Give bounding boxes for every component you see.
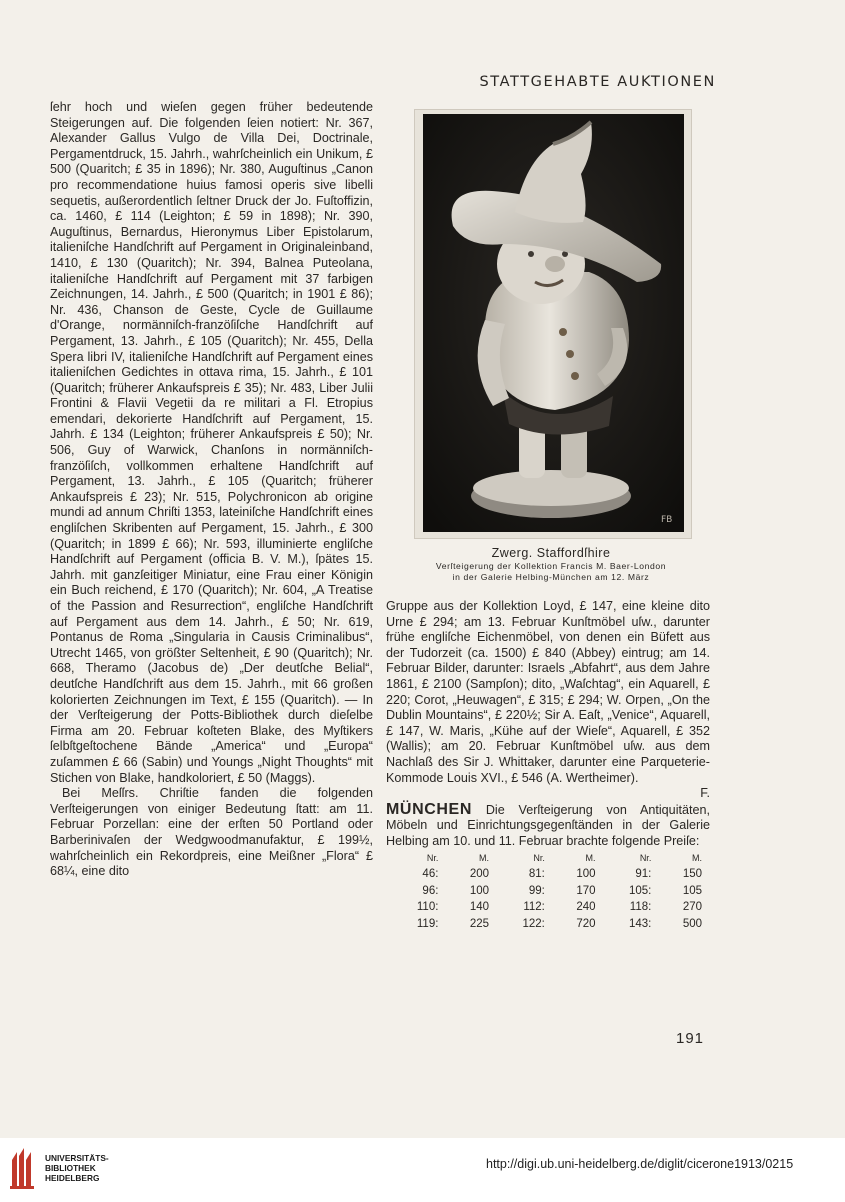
table-row — [390, 883, 708, 900]
logo-line: HEIDELBERG — [45, 1173, 100, 1183]
right-paragraph-1: Gruppe aus der Kollektion Loyd, £ 147, eine kleine dito Urne £ 294; am 13. Februar Kunſtmöbel uſw., darunter frühe engliſche Eichenmöbel, von denen ein Büfett aus der Tudorzeit (ca. 1500) £ 840 (Abbey) eintrug; am 14. Februar Bilder, darunter: Israels „Abfahrt“, aus dem Jahre 1861, £ 2100 (Sampſon); dito, „Waſchtag“, ein Aquarell, £ 220; Corot, „Heuwagen“, £ 315; £ 294; W. Orpen, „On the Dublin Mountains“, £ 220½; Sir A. Eaſt, „Venice“, Aquarell, £ 147, W. Maris, „Kühe auf der Wieſe“, Aquarell, £ 352 (Wallis); am 20. Februar Kunſtmöbel uſw. aus dem Nachlaß des Sir J. Whittaker, darunter eine Parqueterie-Kommode Louis XVI., £ 546 (A. Wertheimer). — [386, 599, 710, 785]
figure-photo-frame — [414, 109, 692, 539]
cell: 500 — [682, 917, 702, 930]
col-header: M. — [585, 852, 596, 863]
left-paragraph-1: ſehr hoch und wieſen gegen früher bedeutende Steigerungen auf. Die folgenden ſeien notiert: Nr. 367, Alexander Gallus Vulgo de Villa Dei, Doctrinale, Pergamentdruck, 15. Jahrh., wahrſcheinlich ein Unikum, £ 500 (Quaritch; £ 35 in 1896); Nr. 380, Auguſtinus „Canon pro recommendatione huius famosi operis sive libelli sequetis, außerordentlich ſeltner Druck der Jo. Fuſtoffizin, ca. 1460, £ 114 (Leighton; £ 59 in 1898); Nr. 390, Auguſtinus, Bernardus, Hieronymus Liber Epistolarum, italieniſche Handſchrift auf Pergament in Originaleinband, 1410, £ 130 (Quaritch); Nr. 394, Balnea Puteolana, italieniſche Handſchrift auf Pergament mit 37 farbigen Zeichnungen, 14. Jahrh., £ 500 (Quaritch; in 1901 £ 86); Nr. 436, Chanson de Geste, Cycle de Guillaume d'Orange, normänniſch-franzöſiſche Handſchrift auf Pergament, 13. Jahrh., £ 105 (Quaritch); Nr. 455, Della Spera libri IV, italieniſche Handſchrift auf Pergament eines italieniſchen Gedichtes in ottava rima, 15. Jahrh., £ 101 (Quaritch; früherer Ankaufspreis £ 35); Nr. 483, Liber Julii Frontini & Flavii Vegetii da re militari a Fl. Etropius emendari, dekorierte Handſchrift auf Pergament, 15. Jahrh. £ 134 (Leighton; früherer Ankaufspreis £ 50); Nr. 506, Guy of Warwick, Chanſons in normänniſch-franzöſiſch, vollkommen erhaltene Handſchrift auf Pergament, 13. Jahrh., £ 105 (Quaritch; früherer Ankaufspreis £ 23); Nr. 515, Polychronicon ab origine mundi ad annum Chriſti 1353, lateiniſche Handſchrift eines engliſchen Skribenten auf Pergament, 15. Jahrh., £ 300 (Quaritch; in 1899 £ 66); Nr. 593, illuminierte engliſche Handſchrift auf Pergament (officia B. V. M.), ſpätes 15. Jahrh. mit ganzſeitiger Miniatur, eine Frau einer Königin ein Buch reichend, £ 170 (Quaritch); Nr. 604, „A Treatise of the Passion and Resurrection“, engliſche Handſchrift auf Pergament aus dem 14. Jahrh., £ 50; Nr. 619, Pontanus de Roma „Singularia in Causis Criminalibus“, Utrecht 1465, von größter Seltenheit, £ 90 (Quaritch); Nr. 668, Theramo (Jacobus de) „Der deutſche Belial“, deutſche Handſchrift aus dem 15. Jahrh., mit 66 großen kolorierten Zeichnungen im Text, £ 155 (Quaritch). — In der Verſteigerung der Potts-Bibliothek durch dieſelbe Firma am 20. Februar koſteten Blake, des Myſtikers ſelbſtgeſtochene Bände „America“ und „Europa“ zuſammen £ 66 (Sabin) und Youngs „Night Thoughts“ mit Stichen von Blake, handkoloriert, £ 50 (Maggs). — [50, 100, 373, 785]
price-table — [390, 850, 708, 933]
cell: 270 — [682, 901, 702, 913]
left-column — [50, 100, 373, 880]
cell: 150 — [682, 868, 702, 880]
col-header: Nr. — [426, 852, 439, 863]
cell: 105 — [682, 884, 702, 897]
library-logo-text — [45, 1153, 109, 1183]
logo-line: BIBLIOTHEK — [45, 1163, 96, 1173]
caption-line-3: in der Galerie Helbing-München am 12. März — [452, 572, 650, 582]
author-signature: F. — [700, 786, 710, 801]
cell: 122: — [522, 917, 545, 930]
right-column — [386, 599, 710, 932]
cell: 140 — [469, 901, 490, 913]
table-row — [390, 916, 708, 933]
cell: 143: — [628, 917, 652, 930]
col-header: Nr. — [533, 852, 545, 863]
source-url-link[interactable]: http://digi.ub.uni-heidelberg.de/diglit/cicerone1913/0215 — [486, 1157, 794, 1171]
cell: 99: — [528, 884, 545, 897]
section-heading-muenchen: MÜNCHEN — [386, 800, 472, 818]
col-header: M. — [479, 852, 490, 863]
cell: 200 — [469, 868, 490, 880]
cell: 96: — [422, 884, 439, 897]
cell: 240 — [576, 901, 596, 913]
cell: 110: — [416, 901, 439, 913]
cell: 46: — [422, 868, 439, 880]
col-header: M. — [692, 852, 702, 863]
cell: 720 — [576, 917, 596, 930]
price-table-header — [390, 850, 708, 867]
cell: 81: — [528, 868, 545, 880]
page-number: 191 — [676, 1030, 705, 1047]
caption-title: Zwerg. Staffordſhire — [491, 546, 611, 560]
cell: 112: — [523, 901, 545, 913]
cell: 225 — [469, 917, 490, 930]
figurine-photo — [423, 114, 684, 532]
left-paragraph-2: Bei Meſſrs. Chriſtie fanden die folgenden Verſteigerungen von einiger Bedeutung ſtatt: am 11. Februar Porzellan: eine der erſten 50 Portland oder Barberinivaſen der Wedgwoodmanufaktur, £ 199½, wahrſcheinlich ein Rekordpreis, eine Meißner „Flora“ £ 68¼, eine dito — [50, 786, 373, 879]
section-intro-text: Die Verſteigerung von Antiquitäten, Möbeln und Einrichtungsgegenſtänden in der Galerie Helbing am 10. und 11. Februar brachte folgende Preiſe: — [386, 802, 710, 848]
cell: 118: — [629, 901, 652, 913]
library-logo-icon — [8, 1146, 36, 1190]
cell: 91: — [635, 868, 652, 880]
col-header: Nr. — [639, 852, 652, 863]
cell: 170 — [576, 884, 596, 897]
munich-section — [386, 802, 710, 850]
logo-line: UNIVERSITÄTS- — [45, 1153, 109, 1163]
cell: 100 — [469, 884, 490, 897]
dwarf-figurine-image — [423, 114, 684, 532]
figure-caption — [386, 545, 716, 583]
photo-monogram: FB — [661, 515, 673, 525]
cell: 119: — [416, 917, 439, 930]
cell: 100 — [576, 868, 596, 880]
table-row — [390, 866, 708, 883]
cell: 105: — [628, 884, 652, 897]
table-row — [390, 899, 708, 916]
caption-line-2: Verſteigerung der Kollektion Francis M. Baer-London — [435, 561, 667, 571]
running-title: STATTGEHABTE AUKTIONEN — [479, 74, 716, 90]
